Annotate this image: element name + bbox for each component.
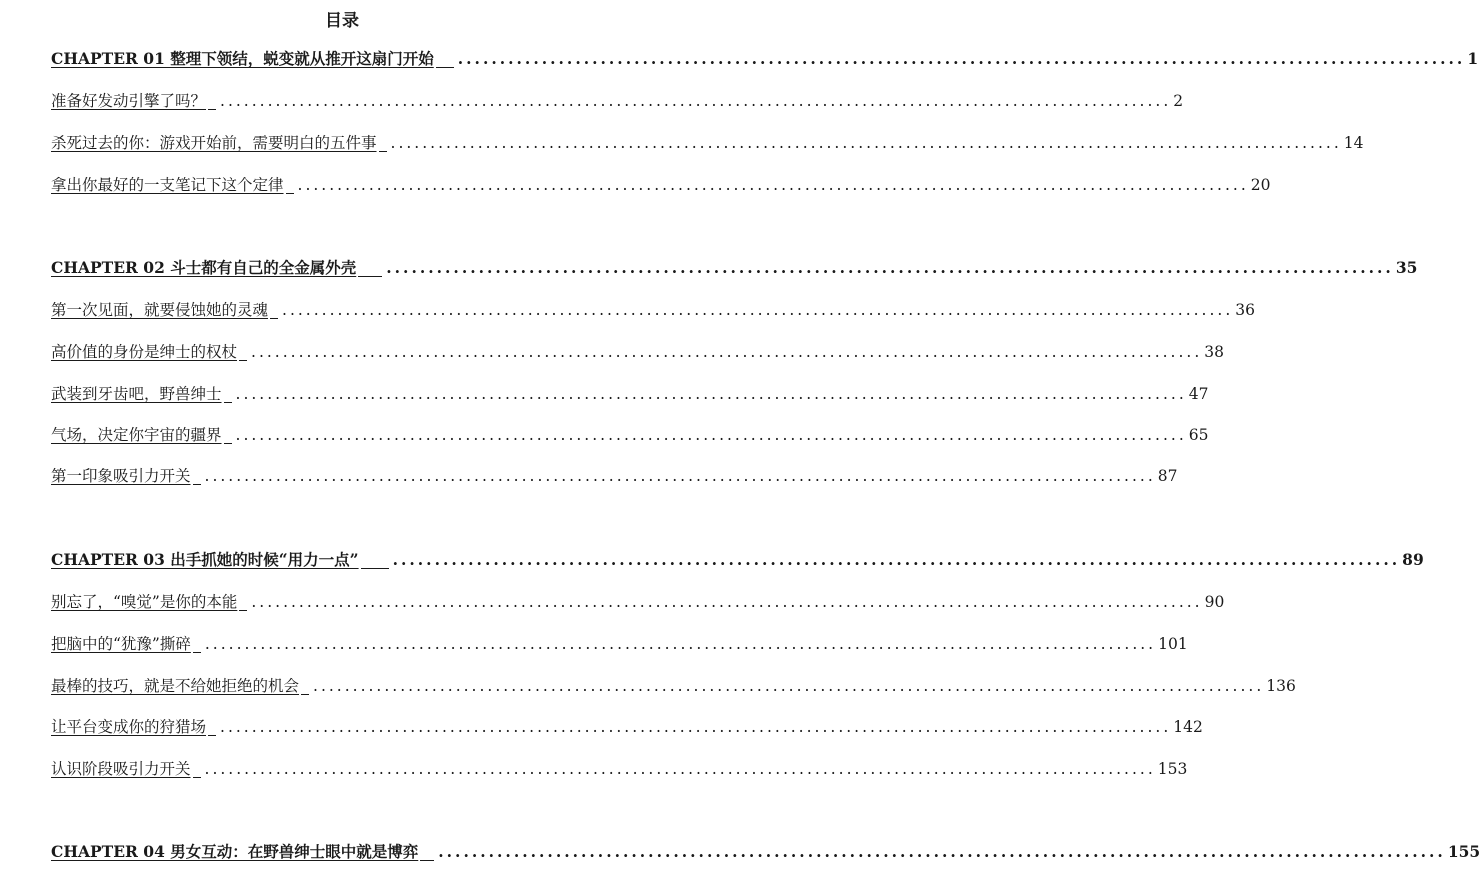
- toc-entry-underline-pad: [436, 48, 454, 68]
- toc-page-number: 36: [1235, 301, 1255, 319]
- toc-entry-title[interactable]: 气场，决定你宇宙的疆界: [51, 426, 222, 444]
- toc-dot-leader: ........................................................................................................................: [204, 467, 1156, 485]
- toc-page-number: 87: [1157, 467, 1178, 485]
- toc-chapter-entry[interactable]: [51, 839, 1480, 863]
- toc-dot-leader: ........................................................................................................................: [204, 635, 1157, 653]
- toc-page-number: 38: [1204, 343, 1224, 361]
- toc-page-number: 14: [1343, 134, 1364, 152]
- toc-entry-underline-pad: [286, 174, 294, 194]
- toc-page-number: 35: [1395, 258, 1418, 277]
- toc-entry-underline-pad: [208, 90, 216, 110]
- toc-title: 目录: [325, 11, 359, 31]
- toc-section-entry[interactable]: [51, 589, 1225, 613]
- toc-page-number: 155: [1447, 842, 1480, 861]
- toc-page-number: 101: [1158, 635, 1188, 653]
- toc-entry-title[interactable]: 准备好发动引擎了吗？: [51, 92, 207, 110]
- toc-entry-underline-pad: [420, 841, 434, 861]
- toc-dot-leader: ........................................................................................................................: [297, 176, 1249, 194]
- toc-dot-leader: ........................................................................................................................: [220, 718, 1172, 736]
- toc-chapter-entry[interactable]: [51, 46, 1479, 70]
- toc-chapter-entry[interactable]: [51, 255, 1418, 279]
- toc-page-number: 153: [1157, 760, 1188, 778]
- toc-page-number: 65: [1188, 426, 1209, 444]
- toc-section-entry[interactable]: [51, 756, 1188, 780]
- toc-page-number: 90: [1204, 593, 1225, 611]
- toc-section-entry[interactable]: [51, 172, 1271, 196]
- toc-section-entry[interactable]: [51, 130, 1364, 154]
- toc-section-entry[interactable]: [51, 463, 1178, 487]
- toc-entry-title[interactable]: 让平台变成你的狩猎场: [51, 718, 207, 736]
- toc-dot-leader: ........................................................................................................................: [220, 92, 1172, 110]
- toc-section-entry[interactable]: [51, 88, 1184, 112]
- toc-section-entry[interactable]: [51, 631, 1188, 655]
- toc-section-entry[interactable]: [51, 422, 1209, 446]
- toc-entry-title[interactable]: CHAPTER 02 斗士都有自己的全金属外壳: [51, 258, 357, 277]
- toc-entry-underline-pad: [379, 132, 387, 152]
- toc-page-number: 89: [1402, 550, 1424, 569]
- toc-section-entry[interactable]: [51, 714, 1203, 738]
- toc-entry-title[interactable]: 把脑中的“犹豫”撕碎: [51, 635, 191, 653]
- toc-entry-title[interactable]: 第一印象吸引力开关: [51, 467, 191, 485]
- toc-page-number: 1: [1467, 49, 1479, 68]
- toc-page-number: 136: [1266, 677, 1296, 695]
- toc-entry-title[interactable]: 武装到牙齿吧，野兽绅士: [51, 385, 222, 403]
- toc-entry-underline-pad: [361, 549, 389, 569]
- toc-entry-underline-pad: [193, 465, 201, 485]
- toc-chapter-entry[interactable]: [51, 547, 1424, 571]
- toc-section-entry[interactable]: [51, 339, 1224, 363]
- toc-dot-leader: ........................................................................................................................: [438, 842, 1446, 861]
- toc-section-entry[interactable]: [51, 297, 1255, 321]
- toc-entry-underline-pad: [239, 341, 247, 361]
- toc-entry-underline-pad: [224, 424, 232, 444]
- toc-entry-title[interactable]: 拿出你最好的一支笔记下这个定律: [51, 176, 284, 194]
- toc-entry-title[interactable]: CHAPTER 03 出手抓她的时候“用力一点”: [51, 550, 359, 569]
- toc-entry-underline-pad: [301, 675, 309, 695]
- toc-entry-underline-pad: [239, 591, 247, 611]
- toc-entry-title[interactable]: CHAPTER 01 整理下领结，蜕变就从推开这扇门开始: [51, 49, 434, 68]
- toc-entry-underline-pad: [358, 257, 382, 277]
- toc-entry-underline-pad: [224, 383, 232, 403]
- toc-entry-title[interactable]: 第一次见面，就要侵蚀她的灵魂: [51, 301, 269, 319]
- toc-dot-leader: ........................................................................................................................: [204, 760, 1156, 778]
- toc-page-number: 142: [1173, 718, 1203, 736]
- toc-entry-underline-pad: [193, 758, 201, 778]
- toc-dot-leader: ........................................................................................................................: [313, 677, 1265, 695]
- toc-page-number: 20: [1250, 176, 1271, 194]
- toc-dot-leader: ........................................................................................................................: [282, 301, 1234, 319]
- toc-entry-title[interactable]: CHAPTER 04 男女互动：在野兽绅士眼中就是博弈: [51, 842, 419, 861]
- toc-section-entry[interactable]: [51, 673, 1296, 697]
- toc-dot-leader: ........................................................................................................................: [251, 343, 1203, 361]
- toc-entry-title[interactable]: 别忘了，“嗅觉”是你的本能: [51, 593, 238, 611]
- toc-entry-title[interactable]: 杀死过去的你：游戏开始前，需要明白的五件事: [51, 134, 377, 152]
- toc-entry-underline-pad: [193, 633, 201, 653]
- toc-entry-title[interactable]: 认识阶段吸引力开关: [51, 760, 191, 778]
- toc-dot-leader: ........................................................................................................................: [251, 593, 1203, 611]
- toc-dot-leader: ........................................................................................................................: [235, 426, 1187, 444]
- toc-section-entry[interactable]: [51, 381, 1209, 405]
- toc-page-number: 2: [1173, 92, 1184, 110]
- toc-page-number: 47: [1188, 385, 1209, 403]
- toc-dot-leader: ........................................................................................................................: [457, 49, 1466, 68]
- toc-dot-leader: ........................................................................................................................: [390, 134, 1342, 152]
- toc-entry-underline-pad: [270, 299, 278, 319]
- toc-entry-title[interactable]: 高价值的身份是绅士的权杖: [51, 343, 238, 361]
- toc-dot-leader: ........................................................................................................................: [386, 258, 1394, 277]
- toc-dot-leader: ........................................................................................................................: [392, 550, 1401, 569]
- toc-entry-title[interactable]: 最棒的技巧，就是不给她拒绝的机会: [51, 677, 300, 695]
- toc-entry-underline-pad: [208, 716, 216, 736]
- toc-dot-leader: ........................................................................................................................: [235, 385, 1187, 403]
